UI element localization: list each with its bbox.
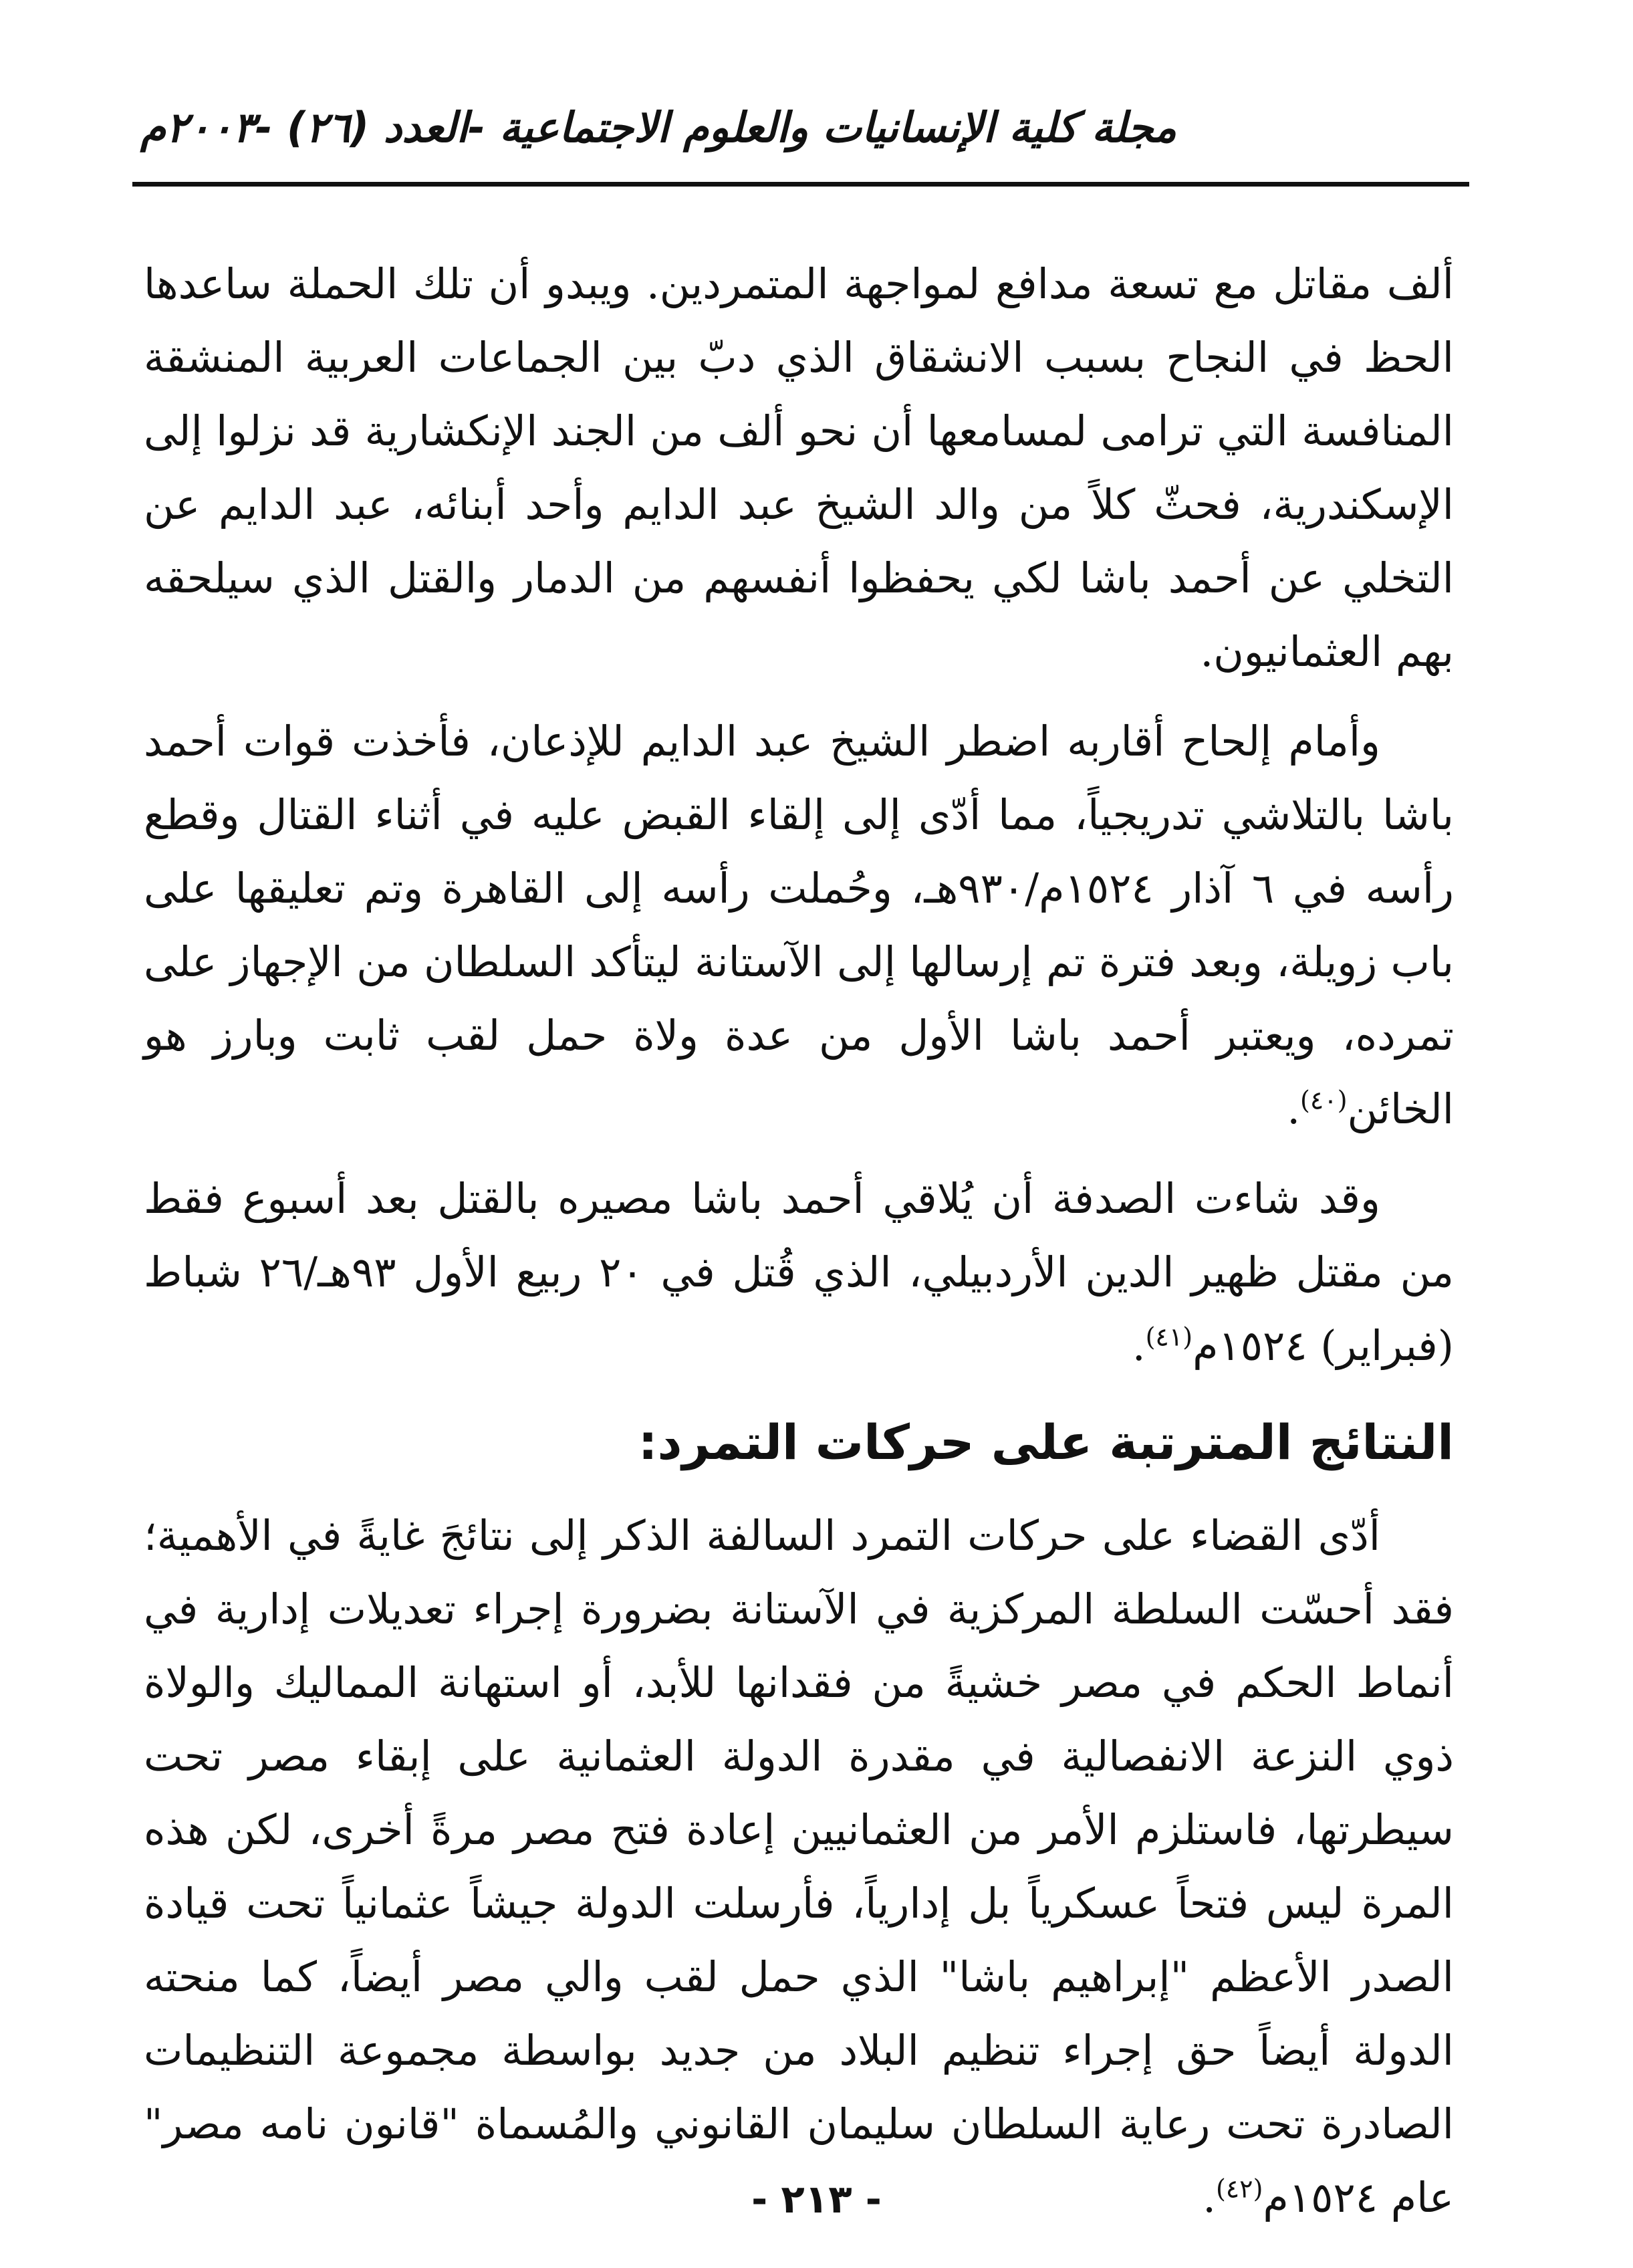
paragraph-4-text: أدّى القضاء على حركات التمرد السالفة الذكر إلى نتائجَ غايةً في الأهمية؛ فقد أحسّت السلطة المركزية في الآستانة بضرورة إجراء تعديلات إدارية في أنماط الحكم في مصر خشيةً من فقدانها للأبد، أو استهانة المماليك والولاة ذوي النزعة الانفصالية في مقدرة الدولة العثمانية على إبقاء مصر تحت سيطرتها، فاستلزم الأمر من العثمانيين إعادة فتح مصر مرةً أخرى، لكن هذه المرة ليس فتحاً عسكرياً بل إدارياً، فأرسلت الدولة جيشاً عثمانياً تحت قيادة الصدر الأعظم "إبراهيم باشا" الذي حمل لقب والي مصر أيضاً، كما منحته الدولة أيضاً حق إجراء تنظيم البلاد من جديد بواسطة مجموعة التنظيمات الصادرة تحت رعاية السلطان سليمان القانوني والمُسماة "قانون نامه مصر" عام ١٥٢٤م (144, 1511, 1455, 2222)
page-number: - ٢١٣ - (751, 2176, 882, 2222)
footnote-ref-41: (٤١) (1145, 1322, 1193, 1352)
paragraph-4-period: . (1203, 2173, 1216, 2222)
paragraph-1: ألف مقاتل مع تسعة مدافع لمواجهة المتمردين. ويبدو أن تلك الحملة ساعدها الحظ في النجاح بسبب الانشقاق الذي دبّ بين الجماعات العربية المنشقة المنافسة التي ترامى لمسامعها أن نحو ألف من الجند الإنكشارية قد نزلوا إلى الإسكندرية، فحثّ كلاً من والد الشيخ عبد الدايم وأحد أبنائه، عبد الدايم عن التخلي عن أحمد باشا لكي يحفظوا أنفسهم من الدمار والقتل الذي سيلحقه بهم العثمانيون. (144, 259, 1455, 676)
running-header (140, 103, 1477, 152)
paragraph-3 (144, 1162, 1454, 1383)
body-text (144, 247, 1454, 2251)
paragraph-4 (144, 1499, 1454, 2235)
paragraph-2 (144, 705, 1454, 1146)
section-heading: النتائج المترتبة على حركات التمرد: (638, 1414, 1454, 1470)
paragraph-2-text: وأمام إلحاح أقاربه اضطر الشيخ عبد الدايم للإذعان، فأخذت قوات أحمد باشا بالتلاشي تدريجياً، مما أدّى إلى إلقاء القبض عليه في أثناء القتال وقطع رأسه في ٦ آذار ١٥٢٤م/٩٣٠هـ، وحُملت رأسه إلى القاهرة وتم تعليقها على باب زويلة، وبعد فترة تم إرسالها إلى الآستانة ليتأكد السلطان من الإجهاز على تمرده، ويعتبر أحمد باشا الأول من عدة ولاة حمل لقب ثابت وبارز هو الخائن (144, 717, 1454, 1133)
footnote-ref-42: (٤٢) (1215, 2174, 1263, 2204)
paragraph-3-text: وقد شاءت الصدفة أن يُلاقي أحمد باشا مصيره بالقتل بعد أسبوع فقط من مقتل ظهير الدين الأردبيلي، الذي قُتل في ٢٠ ربيع الأول ٩٣هـ/٢٦ شباط (فبراير) ١٥٢٤م (144, 1174, 1454, 1370)
journal-title: مجلة كلية الإنسانيات والعلوم الاجتماعية -العدد (٢٦) -٢٠٠٣م (140, 103, 1177, 152)
footnote-ref-40: (٤٠) (1300, 1085, 1348, 1115)
paragraph-3-period: . (1132, 1321, 1146, 1370)
paragraph-2-period: . (1287, 1085, 1301, 1133)
header-rule (132, 182, 1469, 187)
